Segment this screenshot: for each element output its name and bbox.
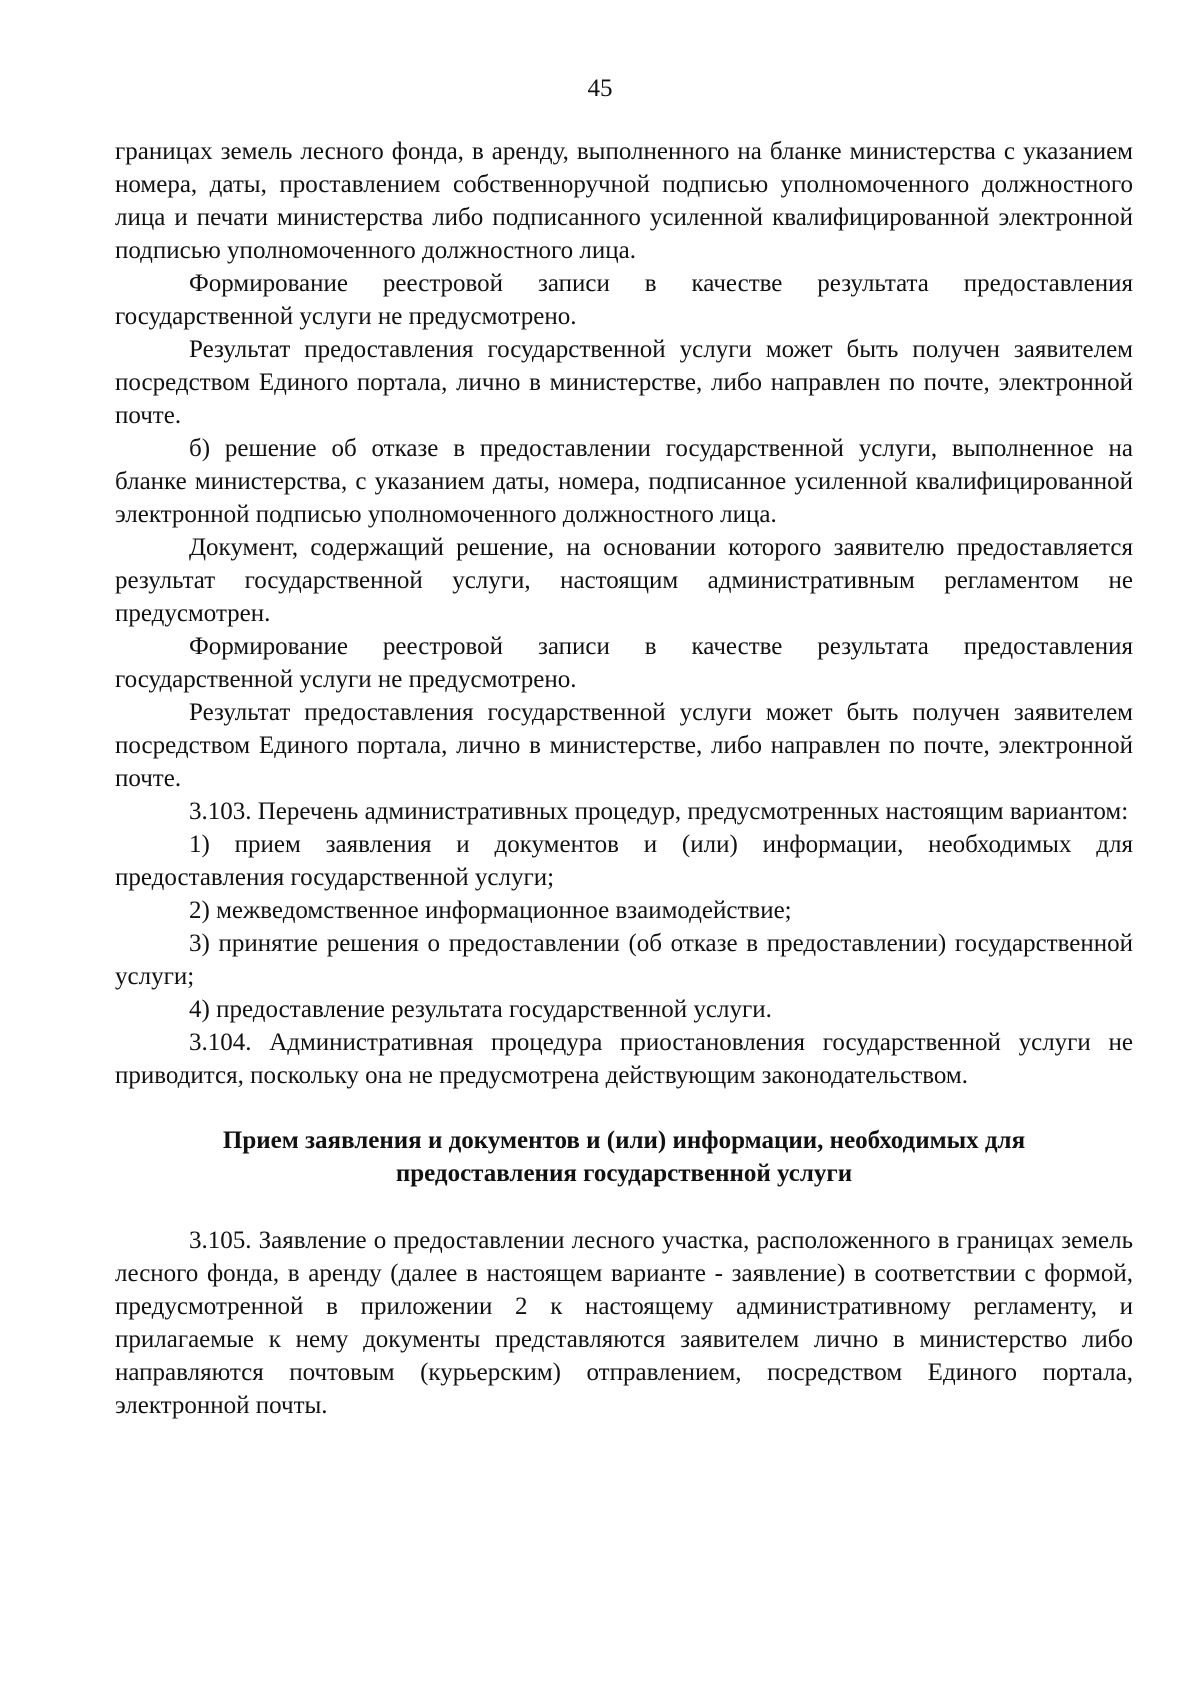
paragraph: Формирование реестровой записи в качестве результата предоставления государственной услуги не предусмотрено. (115, 270, 1133, 330)
section-heading: Прием заявления и документов и (или) информации, необходимых для предоставления государственной услуги (222, 1127, 1026, 1187)
page-number: 45 (587, 75, 613, 102)
list-item: 2) межведомственное информационное взаимодействие; (189, 897, 792, 924)
paragraph: Документ, содержащий решение, на основании которого заявителю предоставляется результат государственной услуги, настоящим административным регламентом не предусмотрен. (115, 534, 1133, 627)
paragraph: границах земель лесного фонда, в аренду, выполненного на бланке министерства с указанием номера, даты, проставлением собственноручной подписью уполномоченного должностного лица и печати министерства либо подписанного усиленной квалифицированной электронной подписью уполномоченного должностного лица. (115, 138, 1133, 264)
document-body (115, 135, 1133, 1422)
paragraph: б) решение об отказе в предоставлении государственной услуги, выполненное на бланке министерства, с указанием даты, номера, подписанное усиленной квалифицированной электронной подписью уполномоченного должностного лица. (115, 435, 1133, 528)
paragraph: 3.103. Перечень административных процедур, предусмотренных настоящим вариантом: (189, 798, 1129, 825)
paragraph: Формирование реестровой записи в качестве результата предоставления государственной услуги не предусмотрено. (115, 633, 1133, 693)
list-item: 3) принятие решения о предоставлении (об отказе в предоставлении) государственной услуги; (115, 930, 1133, 990)
list-item: 4) предоставление результата государственной услуги. (189, 996, 772, 1023)
paragraph: Результат предоставления государственной услуги может быть получен заявителем посредством Единого портала, лично в министерстве, либо направлен по почте, электронной почте. (115, 336, 1133, 429)
list-item: 1) прием заявления и документов и (или) информации, необходимых для предоставления государственной услуги; (115, 831, 1133, 891)
paragraph: 3.104. Административная процедура приостановления государственной услуги не приводится, поскольку она не предусмотрена действующим законодательством. (115, 1029, 1133, 1089)
paragraph: Результат предоставления государственной услуги может быть получен заявителем посредством Единого портала, лично в министерстве, либо направлен по почте, электронной почте. (115, 699, 1133, 792)
paragraph: 3.105. Заявление о предоставлении лесного участка, расположенного в границах земель лесного фонда, в аренду (далее в настоящем варианте - заявление) в соответствии с формой, предусмотренной в приложении 2 к настоящему административному регламенту, и прилагаемые к нему документы представляются заявителем лично в министерство либо направляются почтовым (курьерским) отправлением, посредством Единого портала, электронной почты. (115, 1227, 1133, 1419)
